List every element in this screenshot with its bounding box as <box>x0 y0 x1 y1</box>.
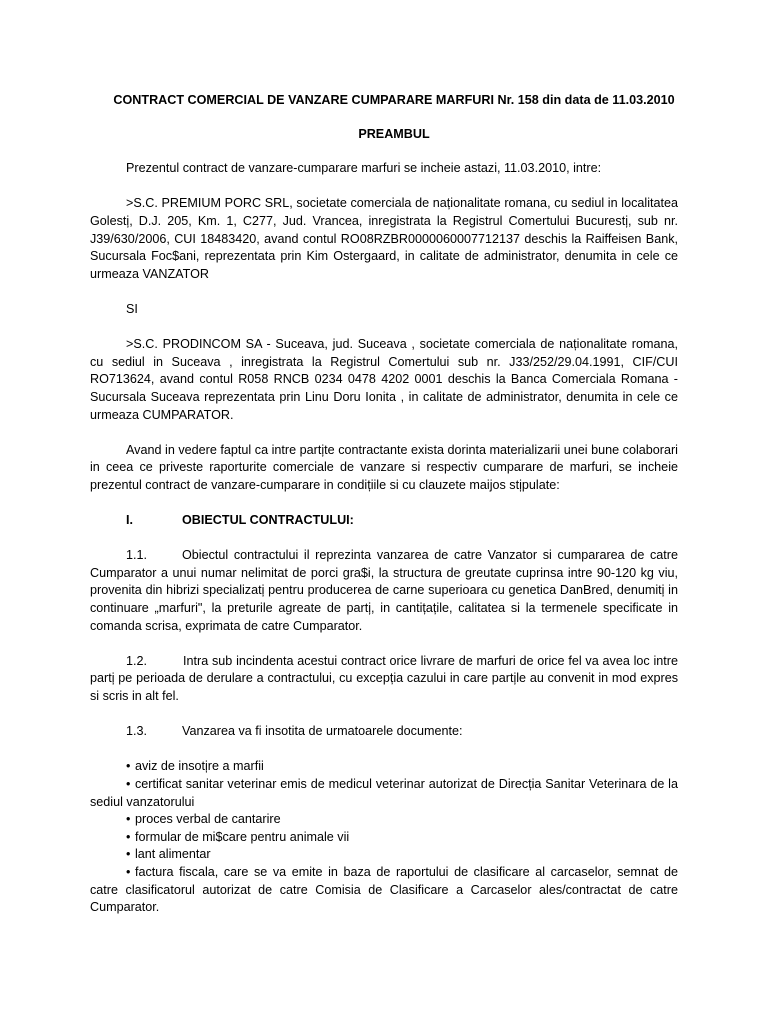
bullet-icon: • <box>126 776 131 791</box>
list-item-text: aviz de insoti̦re a marfii <box>135 759 264 774</box>
bullet-icon: • <box>126 812 131 827</box>
clause-text: Intra sub incindenta acestui contract orice livrare de marfuri de orice fel va avea loc intre parti̦ pe perioada de derulare a contractului, cu excepția cazului in care parti̦le au convenit in mod expres si scris in alt fel. <box>90 653 678 703</box>
clause-1-2 <box>90 653 678 706</box>
preamble-heading: PREAMBUL <box>358 126 430 141</box>
contract-page <box>90 92 678 917</box>
bullet-icon: • <box>126 847 131 862</box>
list-item <box>90 811 678 829</box>
list-item <box>90 864 678 917</box>
section-number: I. <box>126 513 133 528</box>
contract-title: CONTRACT COMERCIAL DE VANZARE CUMPARARE MARFURI Nr. 158 din data de 11.03.2010 <box>113 93 675 107</box>
list-item <box>90 776 678 811</box>
clause-number: 1.3. <box>126 724 148 739</box>
list-item-text: formular de mi$care pentru animale vii <box>135 829 350 844</box>
list-item-text: proces verbal de cantarire <box>135 812 281 827</box>
clause-number: 1.2. <box>126 653 148 668</box>
party-separator: SI <box>126 301 138 316</box>
clause-number: 1.1. <box>126 548 148 563</box>
recital-paragraph: Avand in vedere faptul ca intre parti̦te contractante exista dorinta materializarii unei bune colaborari in ceea ce priveste raporturite comerciale de vanzare si respectiv cumparare de marfuri, se incheie prezentul contract de vanzare-cumparare in condițiile si cu clauzete maijos sti̦pulate: <box>90 442 678 492</box>
seller-party-paragraph: >S.C. PREMIUM PORC SRL, societate comerciala de naționalitate romana, cu sediul in localitatea Golesti̦, D.J. 205, Km. 1, C277, Jud. Vrancea, inregistrata la Registrul Comertului Bucuresti̦, sub nr. J39/630/2006, CUI 18483420, avand contul RO08RZBR0000060007712137 deschis la Raiffeisen Bank, Sucursala Foc$ani, reprezentata prin Kim Ostergaard, in calitate de administrator, denumita in cele ce urmeaza VANZATOR <box>90 196 678 281</box>
clause-1-1 <box>90 547 678 635</box>
required-documents-list <box>90 758 678 916</box>
section-title: OBIECTUL CONTRACTULUI: <box>182 513 354 528</box>
list-item-text: lant alimentar <box>135 847 211 862</box>
clause-1-3 <box>90 723 678 741</box>
list-item <box>90 758 678 776</box>
bullet-icon: • <box>126 864 131 879</box>
clause-text: Obiectul contractului il reprezinta vanzarea de catre Vanzator si cumpararea de catre Cumparator a unui numar nelimitat de porci gra$i, la structura de greutate cuprinsa intre 90-120 kg viu, provenita din hibrizi specializati̦ pentru producerea de carne superioara cu genetica DanBred, denumiti̦ in continuare „marfuri", la preturile agreate de parti̦, in cantițațile, calitatea si la termenele specificate in comanda scrisa, exprimata de catre Cumparator. <box>90 548 678 633</box>
bullet-icon: • <box>126 829 131 844</box>
list-item <box>90 846 678 864</box>
clause-text: Vanzarea va fi insotita de urmatoarele documente: <box>182 724 463 739</box>
intro-paragraph: Prezentul contract de vanzare-cumparare marfuri se incheie astazi, 11.03.2010, intre: <box>126 161 602 176</box>
list-item-text: certificat sanitar veterinar emis de medicul veterinar autorizat de Direcția Sanitar Veterinara de la sediul vanzatorului <box>90 776 678 809</box>
list-item-text: factura fiscala, care se va emite in baza de raportului de clasificare al carcaselor, semnat de catre clasificatorul autorizat de catre Comisia de Clasificare a Carcaselor ales/contractat de catre Cumparator. <box>90 864 678 915</box>
buyer-party-paragraph: >S.C. PRODINCOM SA - Suceava, jud. Suceava , societate comerciala de naționalitate romana, cu sediul in Suceava , inregistrata la Registrul Comertului sub nr. J33/252/29.04.1991, CIF/CUI RO713624, avand contul R058 RNCB 0234 0478 4202 0001 deschis la Banca Comerciala Romana -Sucursala Suceava reprezentata prin Linu Doru Ionita , in calitate de administrator, denumita in cele ce urmeaza CUMPARATOR. <box>90 337 678 422</box>
list-item <box>90 829 678 847</box>
section-heading <box>90 512 678 530</box>
bullet-icon: • <box>126 759 131 774</box>
